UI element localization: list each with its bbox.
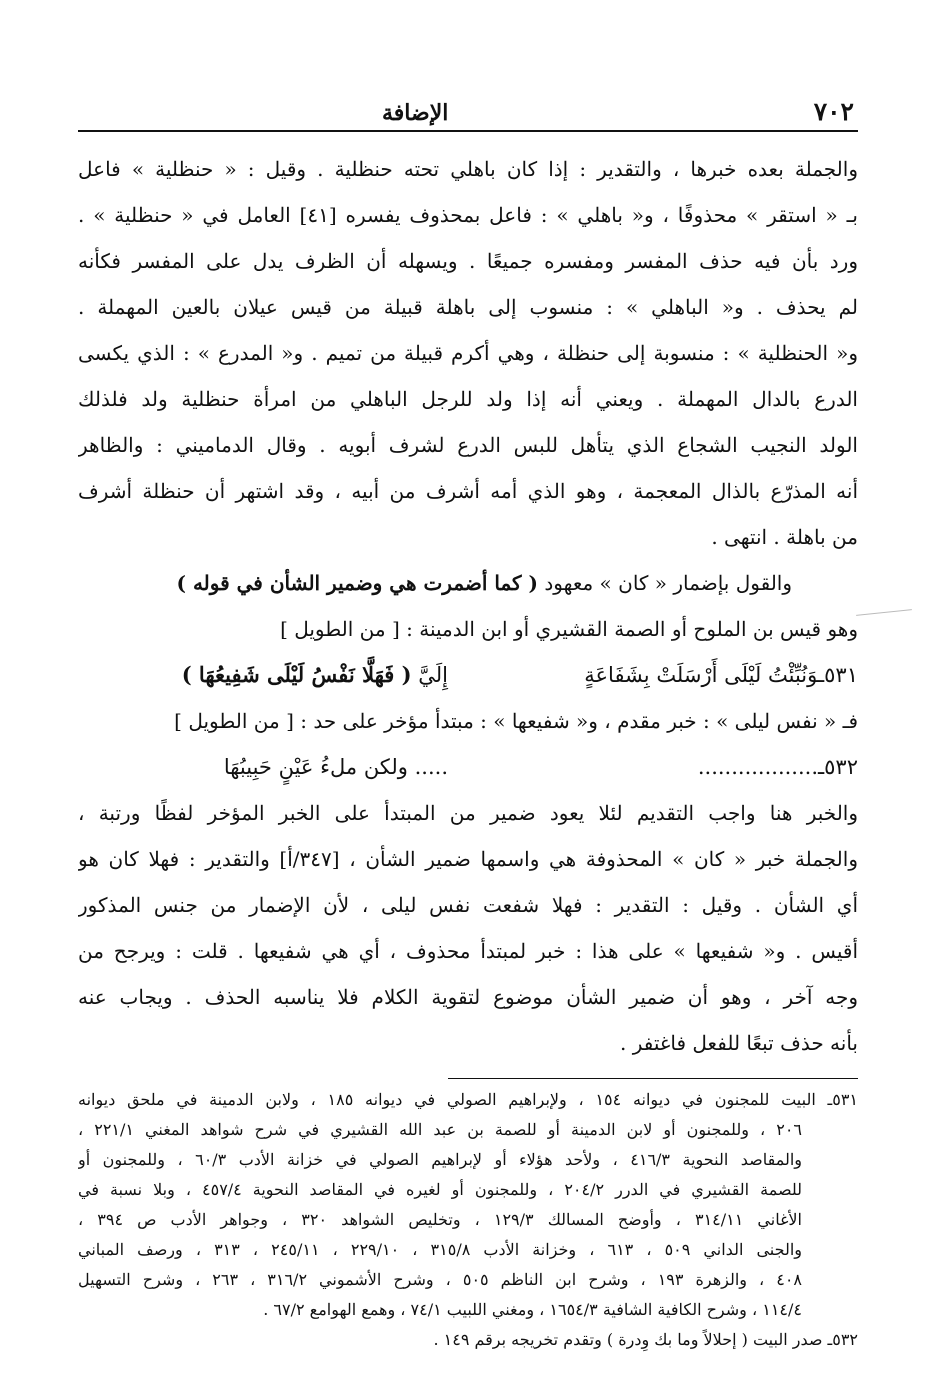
footnote-separator (448, 1078, 858, 1079)
text-line: الدرع بالدال المهملة . ويعني أنه إذا ولد للرجل الباهلي من امرأة حنظلية ولد فلذلك (78, 387, 858, 411)
hemistich-2: ..... ولكن ملءُ عَيْنٍ حَبِيبُهَا (223, 755, 448, 779)
document-page (78, 92, 858, 1355)
hemistich-1: وَنُبِّئْتُ لَيْلَى أَرْسَلَتْ بِشَفَاعَةٍ (584, 663, 818, 687)
text-line: والجملة خبر « كان » المحذوفة هي واسمها ضمير الشأن ، [٣٤٧/أ] والتقدير : فهلا كان هو (78, 847, 858, 871)
footnote-line: والمقاصد النحوية ٤١٦/٣ ، ولأحد هؤلاء أو لإبراهيم الصولي في خزانة الأدب ٦٠/٣ ، وللمجنون أو (78, 1150, 802, 1169)
text-line: بـ « استقر » محذوفًا ، و« باهلي » : فاعل بمحذوف يفسره [٤١] العامل في « حنظلية » . (78, 203, 858, 227)
intro-bold-text: ( كما أضمرت هي وضمير الشأن في قوله ) (176, 571, 539, 595)
footnote-line: ٥٣٢ـ صدر البيت ( إحلالاً وما بك وِدرة ) وتقدم تخريجه برقم ١٤٩ . (433, 1330, 858, 1349)
text-line: وجه آخر ، وهو أن ضمير الشأن موضوع لتقوية الكلام فلا يناسبه الحذف . ويجاب عنه (78, 985, 858, 1009)
text-line: والجملة بعده خبرها ، والتقدير : إذا كان باهلي تحته حنظلية . وقيل : « حنظلية » فاعل (78, 157, 858, 181)
intro-line (78, 560, 858, 606)
poet-line: وهو قيس بن الملوح أو الصمة القشيري أو ابن الدمينة : [ من الطويل ] (280, 617, 858, 641)
text-line: والخبر هنا واجب التقديم لئلا يعود ضمير من المبتدأ على الخبر المؤخر لفظًا ورتبة ، (78, 801, 858, 825)
footnote-line: ٢٠٦ ، وللمجنون أو لابن الدمينة أو للصمة بن عبد الله القشيري في شرح شواهد المغني ٢٢١/١ ، (78, 1120, 803, 1139)
footnote-line: ٤٠٨ ، والزهرة ١٩٣ ، وشرح ابن الناظم ٥٠٥ ، وشرح الأشموني ٣١٦/٢ ، ٢٦٣ ، وشرح التسهيل (78, 1270, 803, 1289)
page-number: ٧٠٢ (813, 97, 854, 126)
text-line: ورد بأن فيه حذف المفسر ومفسره جميعًا . ويسهله أن الظرف يدل على المفسر فكأنه (78, 249, 858, 273)
text-line: أنه المذرّع بالذال المعجمة ، وهو الذي أمه أشرف من أبيه ، وقد اشتهر أن حنظلة أشرف (78, 479, 858, 503)
hemistich-1: .................. (697, 755, 818, 779)
text-line: من باهلة . انتهى . (711, 525, 858, 549)
text-line: و« الحنظلية » : منسوبة إلى حنظلة ، وهي أكرم قبيلة من تميم . و« المدرع » : الذي يكسى (78, 341, 858, 365)
page-header (78, 92, 858, 132)
footnote-line: والجنى الداني ٥٠٩ ، ٦١٣ ، وخزانة الأدب ٣١٥/٨ ، ٢٢٩/١٠ ، ٢٤٥/١١ ، ٣١٣ ، ورصف المباني (78, 1240, 803, 1259)
verse-first-half (584, 652, 858, 698)
hemistich-2-bold: ( فَهَلَّا نَفْسُ لَيْلَى شَفِيعُهَا ) (181, 662, 412, 687)
text-line: بأنه حذف تبعًا للفعل فاغتفر . (620, 1031, 858, 1055)
text-line: لم يحذف . و« الباهلي » : منسوب إلى باهلة قبيلة من قيس عيلان بالعين المهملة . (78, 295, 858, 319)
hemistich-2-plain: إِلَيَّ (418, 663, 448, 687)
text-line: أي الشأن . وقيل : التقدير : فهلا شفعت نفس ليلى ، لأن الإضمار من جنس المذكور (78, 893, 858, 917)
verse-531 (78, 652, 858, 698)
verse-second-half (148, 652, 448, 698)
footnote-line: ١١٤/٤ ، وشرح الكافية الشافية ١٦٥٤/٣ ، ومغني اللبيب ٧٤/١ ، وهمع الهوامع ٦٧/٢ . (263, 1300, 802, 1319)
analysis-line: فـ « نفس ليلى » : خبر مقدم ، و« شفيعها » : مبتدأ مؤخر على حد : [ من الطويل ] (174, 709, 858, 733)
footnote-line: الأغاني ٣١٤/١١ ، وأوضح المسالك ١٢٩/٣ ، وتخليص الشواهد ٣٢٠ ، وجواهر الأدب ص ٣٩٤ ، (78, 1210, 803, 1229)
footnotes (78, 1085, 858, 1355)
footnote-line: للصمة القشيري في الدرر ٢٠٤/٢ ، وللمجنون أو لغيره في المقاصد النحوية ٤٥٧/٤ ، وبلا نسبة في (78, 1180, 802, 1199)
margin-mark (856, 609, 912, 616)
intro-text: والقول بإضمار « كان » معهود (538, 571, 792, 595)
footnote-line: ٥٣١ـ البيت للمجنون في ديوانه ١٥٤ ، ولإبراهيم الصولي في ديوانه ١٨٥ ، ولابن الدمينة في ملحق ديوانه (78, 1090, 858, 1109)
text-line: أقيس . و« شفيعها » على هذا : خبر لمبتدأ محذوف ، أي هي شفيعها . قلت : ويرجح من (78, 939, 858, 963)
text-line: الولد النجيب الشجاع الذي يتأهل للبس الدرع لشرف أبويه . وقال الدماميني : والظاهر (78, 433, 858, 457)
verse-number: ٥٣٢ـ (818, 755, 858, 779)
verse-first-half (698, 744, 858, 790)
main-text (78, 146, 858, 1066)
verse-number: ٥٣١ـ (818, 663, 858, 687)
verse-532 (78, 744, 858, 790)
page-title: الإضافة (382, 100, 449, 126)
